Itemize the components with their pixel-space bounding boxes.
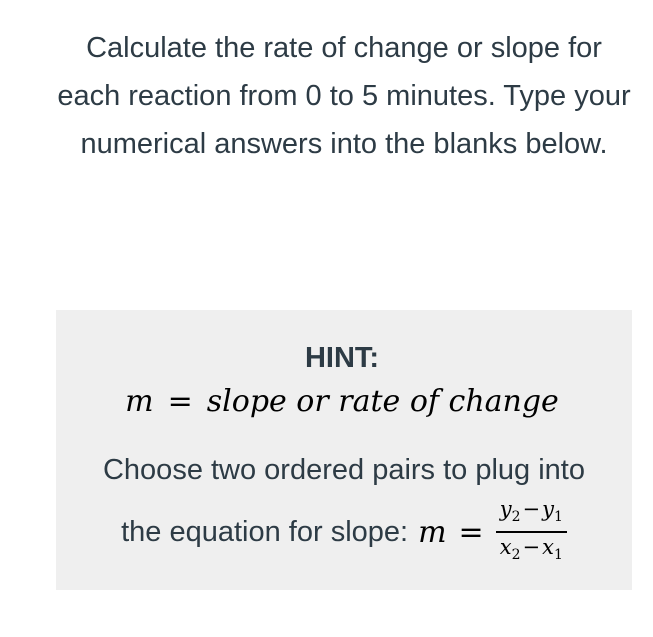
den-minus: − xyxy=(522,535,541,559)
num-y: y xyxy=(499,496,512,521)
slope-definition-expression: slope or rate of change xyxy=(206,384,559,419)
formula-equals: = xyxy=(458,514,484,550)
slope-definition xyxy=(0,384,653,419)
slope-variable: m xyxy=(125,384,154,419)
hint-instruction-line2 xyxy=(56,496,632,564)
den-sub-2: 2 xyxy=(511,547,521,564)
den-x1: x xyxy=(542,535,554,559)
equals-sign: = xyxy=(167,384,193,419)
num-minus: − xyxy=(522,496,541,521)
formula-variable: m xyxy=(418,514,447,550)
instructions-text: Calculate the rate of change or slope for each reaction from 0 to 5 minutes. Type your numerical answers into the blanks below. xyxy=(57,32,631,160)
fraction-denominator xyxy=(496,533,567,567)
hint-instruction-text: the equation for slope: xyxy=(121,515,409,548)
hint-title: HINT: xyxy=(304,342,380,374)
den-x: x xyxy=(499,535,512,559)
den-sub-1: 1 xyxy=(553,547,563,564)
slope-fraction xyxy=(496,497,567,567)
num-sub-2: 2 xyxy=(511,509,521,525)
slope-formula xyxy=(418,497,567,567)
hint-instruction: Choose two ordered pairs to plug into xyxy=(102,454,585,486)
fraction-numerator xyxy=(496,497,567,533)
num-y1: y xyxy=(542,496,554,521)
num-sub-1: 1 xyxy=(553,509,563,525)
